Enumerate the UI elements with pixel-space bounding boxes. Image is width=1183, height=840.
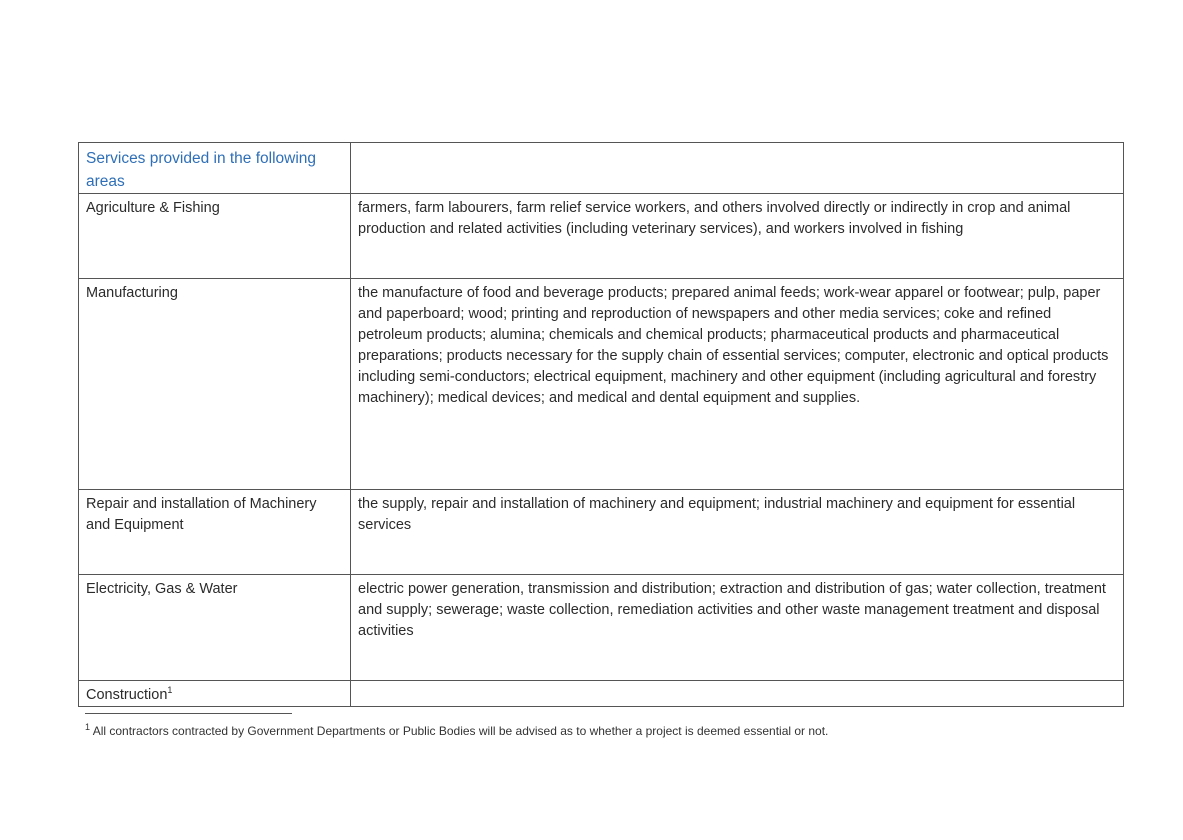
description-cell [351, 681, 1124, 707]
area-cell: Agriculture & Fishing [79, 194, 351, 279]
footnote-separator [85, 713, 292, 714]
description-cell: the supply, repair and installation of machinery and equipment; industrial machinery and equipment for essential services [351, 490, 1124, 575]
header-cell-area [79, 143, 351, 194]
footnote-reference[interactable]: 1 [167, 685, 173, 696]
area-cell: Repair and installation of Machinery and Equipment [79, 490, 351, 575]
table-row [79, 279, 1124, 490]
area-cell: Manufacturing [79, 279, 351, 490]
footnote-marker: 1 [85, 722, 91, 732]
header-label: Services provided in the following areas [86, 150, 317, 190]
table-row [79, 194, 1124, 279]
area-label: Construction [86, 687, 168, 703]
description-cell: electric power generation, transmission and distribution; extraction and distribution of gas; water collection, treatment and supply; sewerage; waste collection, remediation activities and other waste management treatment and disposal activities [351, 575, 1124, 681]
table-row [79, 681, 1124, 707]
footnote-text: All contractors contracted by Government Departments or Public Bodies will be advised as to whether a project is deemed essential or not. [92, 724, 829, 738]
table-row [79, 490, 1124, 575]
area-cell [79, 681, 351, 707]
description-cell: the manufacture of food and beverage products; prepared animal feeds; work-wear apparel or footwear; pulp, paper and paperboard; wood; printing and reproduction of newspapers and other media services; coke and refined petroleum products; alumina; chemicals and chemical products; pharmaceutical products and pharmaceutical preparations; products necessary for the supply chain of essential services; computer, electronic and optical products including semi-conductors; electrical equipment, machinery and other equipment (including agricultural and forestry machinery); medical devices; and medical and dental equipment and supplies. [351, 279, 1124, 490]
table-row [79, 575, 1124, 681]
essential-services-table [78, 142, 1124, 707]
header-cell-empty [351, 143, 1124, 194]
table-header-row [79, 143, 1124, 194]
description-cell: farmers, farm labourers, farm relief service workers, and others involved directly or indirectly in crop and animal production and related activities (including veterinary services), and workers involved in fishing [351, 194, 1124, 279]
area-cell: Electricity, Gas & Water [79, 575, 351, 681]
footnote [85, 722, 828, 740]
